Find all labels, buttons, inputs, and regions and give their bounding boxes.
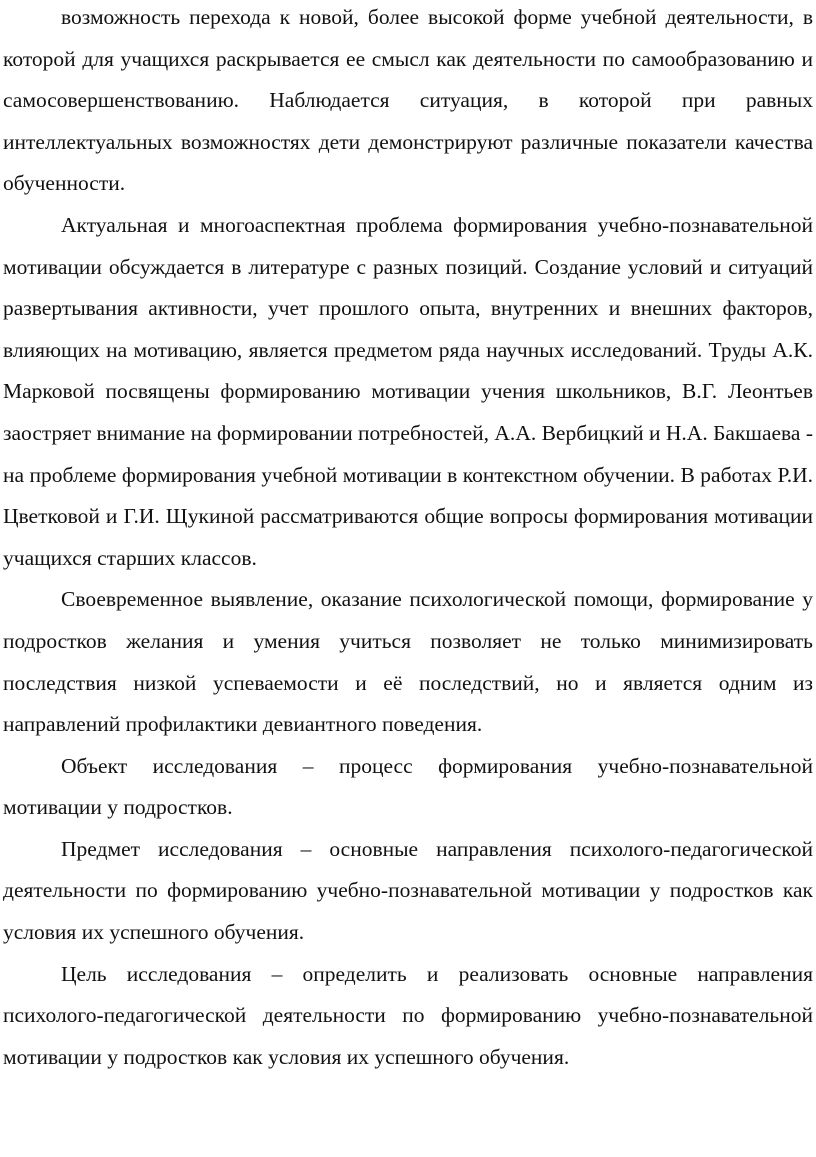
paragraph-research-subject: Предмет исследования – основные направления психолого-педагогической деятельности по формированию учебно-познавательной мотивации у подростков как условия их успешного обучения.: [3, 836, 813, 945]
paragraph-problem-overview: Актуальная и многоаспектная проблема формирования учебно-познавательной мотивации обсуждается в литературе с разных позиций. Создание условий и ситуаций развертывания активности, учет прошлого опыта, внутренних и внешних факторов, влияющих на мотивацию, является предметом ряда научных исследований. Труды А.К. Марковой посвящены формированию мотивации учения школьников, В.Г. Леонтьев заостряет внимание на формировании потребностей, А.А. Вербицкий и Н.А. Бакшаева - на проблеме формирования учебной мотивации в контекстном обучении. В работах Р.И. Цветковой и Г.И. Щукиной рассматриваются общие вопросы формирования мотивации учащихся старших классов.: [3, 212, 813, 570]
paragraph-research-goal: Цель исследования – определить и реализовать основные направления психолого-педагогической деятельности по формированию учебно-познавательной мотивации у подростков как условия их успешного обучения.: [3, 961, 813, 1069]
paragraph-timely-detection: Своевременное выявление, оказание психологической помощи, формирование у подростков желания и умения учиться позволяет не только минимизировать последствия низкой успеваемости и её последствий, но и является одним из направлений профилактики девиантного поведения.: [3, 587, 813, 737]
paragraph-research-object: Объект исследования – процесс формирования учебно-познавательной мотивации у подростков.: [3, 753, 813, 820]
paragraph-continuation: возможность перехода к новой, более высокой форме учебной деятельности, в которой для учащихся раскрывается ее смысл как деятельности по самообразованию и самосовершенствованию. Наблюдается ситуация, в которой при равных интеллектуальных возможностях дети демонстрируют различные показатели качества обученности.: [3, 5, 813, 196]
